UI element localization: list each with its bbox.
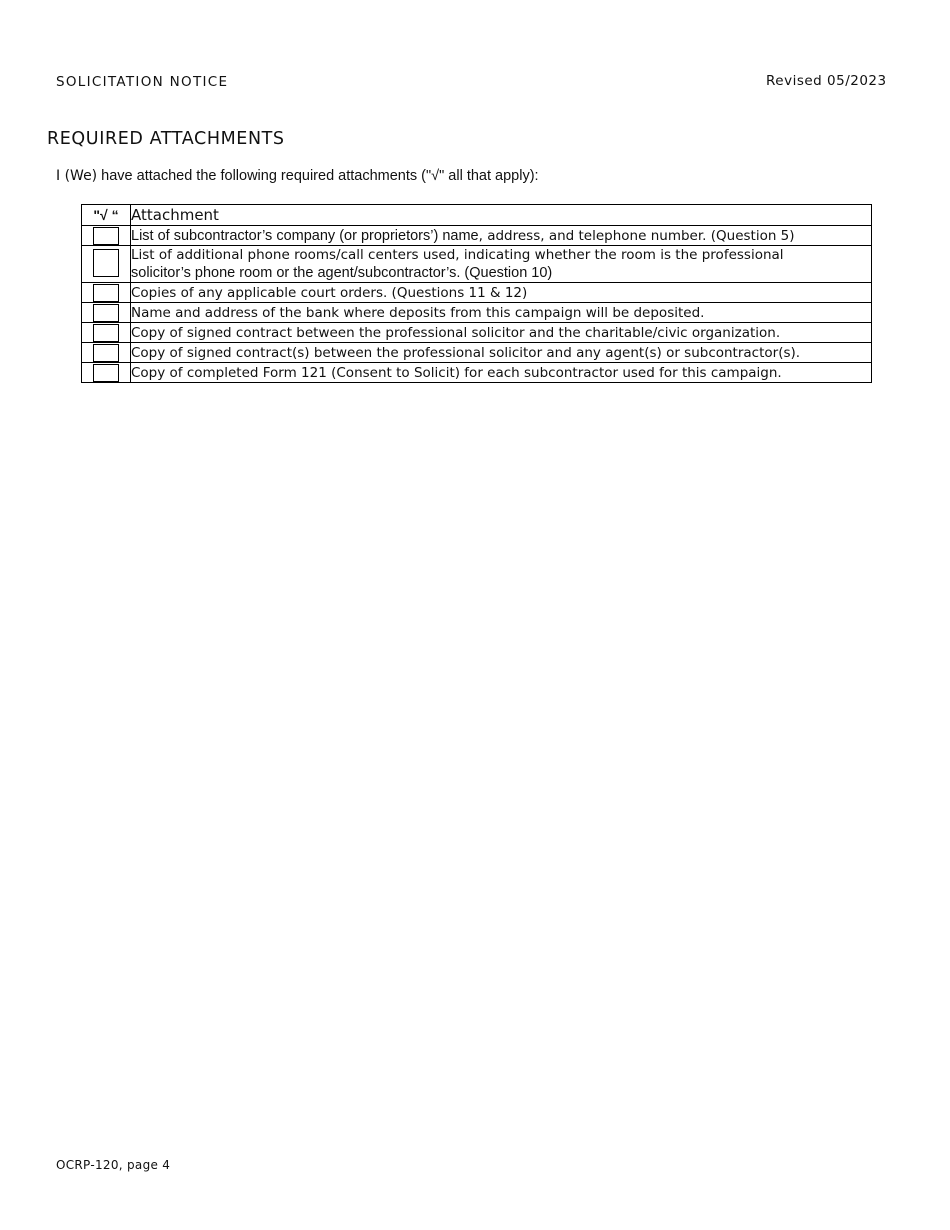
check-cell: [82, 363, 131, 383]
attachment-checkbox-form-121[interactable]: [93, 364, 119, 382]
attachment-description: Copies of any applicable court orders. (Questions 11 & 12): [131, 283, 872, 303]
section-heading: REQUIRED ATTACHMENTS: [47, 129, 285, 149]
attachment-description: Copy of completed Form 121 (Consent to Solicit) for each subcontractor used for this campaign.: [131, 363, 872, 383]
table-row: [82, 323, 872, 343]
table-header-row: [82, 205, 872, 226]
table-row: [82, 363, 872, 383]
table-row: [82, 303, 872, 323]
check-column-header: "√ “: [82, 205, 131, 226]
attachment-checkbox-bank[interactable]: [93, 304, 119, 322]
check-cell: [82, 343, 131, 363]
form-title: SOLICITATION NOTICE: [56, 74, 229, 90]
check-cell: [82, 283, 131, 303]
instructions-lead: I (We): [56, 168, 98, 184]
check-cell: [82, 226, 131, 246]
check-cell: [82, 246, 131, 283]
attachments-table: [81, 204, 872, 383]
attachment-description: List of subcontractor’s company (or proprietors’) name, address, and telephone number. (Question 5): [131, 226, 872, 246]
attachment-checkbox-charity-contract[interactable]: [93, 324, 119, 342]
attachment-description: Copy of signed contract(s) between the professional solicitor and any agent(s) or subcontractor(s).: [131, 343, 872, 363]
attachment-description: List of additional phone rooms/call centers used, indicating whether the room is the professional solicitor’s phone room or the agent/subcontractor’s. (Question 10): [131, 246, 872, 283]
table-row: [82, 226, 872, 246]
table-row: [82, 283, 872, 303]
check-cell: [82, 303, 131, 323]
attachment-column-header: Attachment: [131, 205, 872, 226]
instructions-body: have attached the following required attachments ("√" all that apply):: [97, 168, 539, 184]
check-cell: [82, 323, 131, 343]
attachment-description: Name and address of the bank where deposits from this campaign will be deposited.: [131, 303, 872, 323]
attachment-checkbox-subcontractor-list[interactable]: [93, 227, 119, 245]
attachment-checkbox-phone-rooms[interactable]: [93, 249, 119, 277]
table-row: [82, 343, 872, 363]
table-row: [82, 246, 872, 283]
attachment-checkbox-court-orders[interactable]: [93, 284, 119, 302]
attachment-checkbox-agent-contract[interactable]: [93, 344, 119, 362]
page-footer: OCRP-120, page 4: [56, 1158, 171, 1172]
instructions-text: [56, 168, 539, 184]
attachment-description: Copy of signed contract between the professional solicitor and the charitable/civic organization.: [131, 323, 872, 343]
revision-date: Revised 05/2023: [766, 73, 887, 89]
